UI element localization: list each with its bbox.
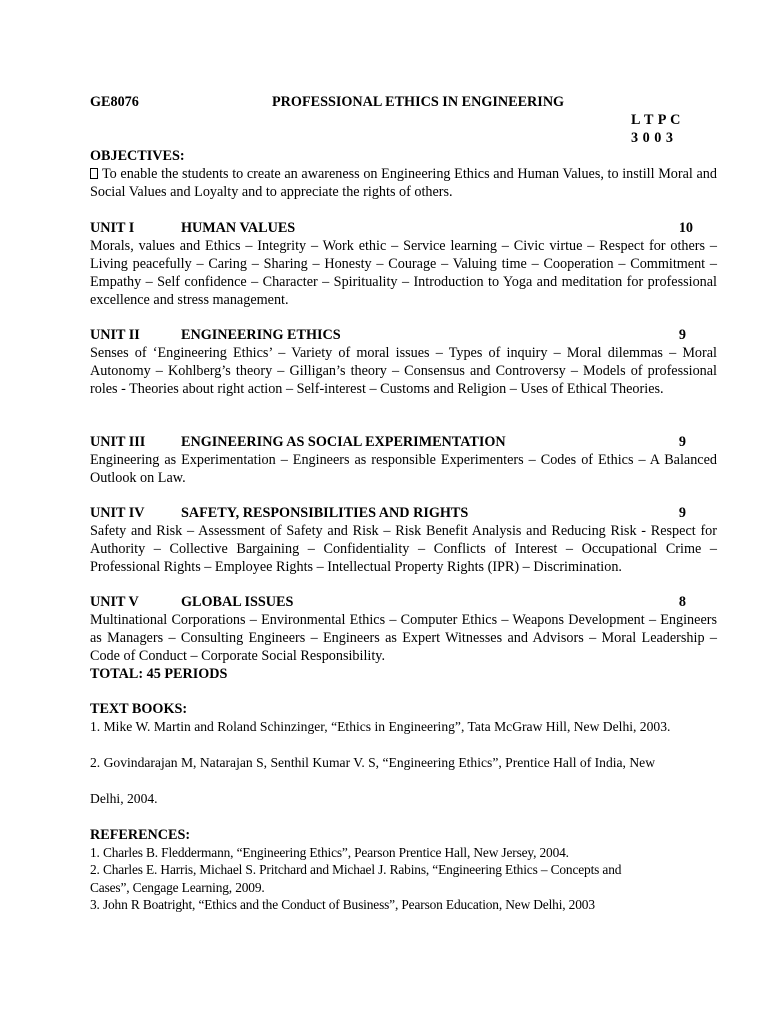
unit-number: UNIT I: [90, 220, 135, 236]
unit-3-body: Engineering as Experimentation – Engineers as responsible Experimenters – Codes of Ethics – A Balanced Outlook on Law.: [90, 452, 717, 486]
total-periods: TOTAL: 45 PERIODS: [90, 666, 228, 682]
reference-item: 2. Charles E. Harris, Michael S. Pritchard and Michael J. Rabins, “Engineering Ethics – Concepts and: [90, 862, 622, 877]
unit-title: ENGINEERING AS SOCIAL EXPERIMENTATION: [181, 434, 506, 450]
unit-1-body: Morals, values and Ethics – Integrity – Work ethic – Service learning – Civic virtue – Respect for others – Living peacefully – Caring – Sharing – Honesty – Courage – Valuing time – Cooperation – Commitment – Empathy – Self confidence – Character – Spirituality – Introduction to Yoga and meditation for professional excellence and stress management.: [90, 238, 717, 308]
unit-5-body: Multinational Corporations – Environmental Ethics – Computer Ethics – Weapons Development – Engineers as Managers – Consulting Engineers – Engineers as Expert Witnesses and Advisors – Moral Leadership –Code of Conduct – Corporate Social Responsibility.: [90, 612, 717, 664]
objectives-heading: OBJECTIVES:: [90, 148, 185, 164]
reference-item: Cases”, Cengage Learning, 2009.: [90, 880, 265, 895]
objectives-text: To enable the students to create an awareness on Engineering Ethics and Human Values, to instill Moral and Social Values and Loyalty and to appreciate the rights of others.: [90, 166, 717, 200]
references-heading: REFERENCES:: [90, 827, 191, 843]
unit-hours: 8: [678, 594, 686, 610]
unit-hours: 9: [678, 327, 686, 343]
missing-glyph-box-icon: [90, 168, 98, 179]
unit-number: UNIT V: [90, 594, 139, 610]
unit-hours: 9: [678, 505, 686, 521]
unit-title: ENGINEERING ETHICS: [181, 327, 341, 343]
unit-2-header: [90, 326, 717, 344]
reference-item: 1. Charles B. Fleddermann, “Engineering Ethics”, Pearson Prentice Hall, New Jersey, 2004.: [90, 845, 569, 860]
ltpc-label: L T P C: [631, 112, 681, 128]
text-book-item: Delhi, 2004.: [90, 791, 158, 806]
unit-title: HUMAN VALUES: [181, 220, 296, 236]
objectives-text-block: [90, 165, 717, 201]
unit-hours: 10: [678, 220, 693, 236]
unit-number: UNIT III: [90, 434, 146, 450]
unit-4-header: [90, 504, 717, 522]
unit-5-header: [90, 593, 717, 611]
unit-title: SAFETY, RESPONSIBILITIES AND RIGHTS: [181, 505, 469, 521]
unit-title: GLOBAL ISSUES: [181, 594, 294, 610]
course-title: PROFESSIONAL ETHICS IN ENGINEERING: [272, 94, 565, 110]
text-book-item: 1. Mike W. Martin and Roland Schinzinger, “Ethics in Engineering”, Tata McGraw Hill, New Delhi, 2003.: [90, 719, 671, 734]
unit-3-header: [90, 433, 717, 451]
reference-item: 3. John R Boatright, “Ethics and the Conduct of Business”, Pearson Education, New Delhi, 2003: [90, 897, 595, 912]
unit-hours: 9: [678, 434, 686, 450]
unit-number: UNIT II: [90, 327, 140, 343]
ltpc-values: 3 0 0 3: [631, 130, 674, 146]
unit-number: UNIT IV: [90, 505, 145, 521]
course-code: GE8076: [90, 94, 139, 110]
unit-4-body: Safety and Risk – Assessment of Safety and Risk – Risk Benefit Analysis and Reducing Risk - Respect for Authority – Collective Bargaining – Confidentiality – Conflicts of Interest – Occupational Crime – Professional Rights – Employee Rights – Intellectual Property Rights (IPR) – Discrimination.: [90, 523, 717, 575]
unit-1-header: [90, 219, 717, 237]
unit-2-body: Senses of ‘Engineering Ethics’ – Variety of moral issues – Types of inquiry – Moral dilemmas – Moral Autonomy – Kohlberg’s theory – Gilligan’s theory – Consensus and Controversy – Models of professional roles - Theories about right action – Self-interest – Customs and Religion – Uses of Ethical Theories.: [90, 345, 717, 397]
text-books-heading: TEXT BOOKS:: [90, 701, 188, 717]
text-book-item: 2. Govindarajan M, Natarajan S, Senthil Kumar V. S, “Engineering Ethics”, Prentice Hall of India, New: [90, 755, 656, 770]
